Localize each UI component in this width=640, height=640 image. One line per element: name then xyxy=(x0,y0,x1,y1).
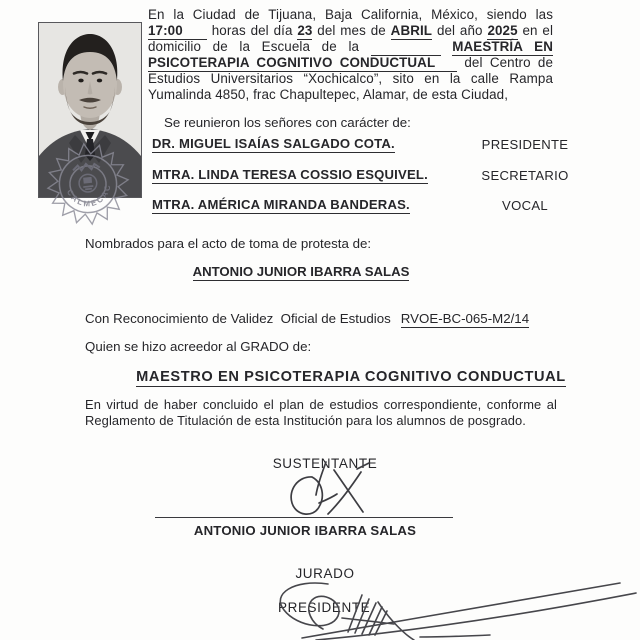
student-name-heading xyxy=(85,264,517,279)
jurado-label: JURADO xyxy=(295,566,355,581)
attendees-heading: Se reunieron los señores con carácter de: xyxy=(164,115,411,130)
attendee-name: MTRA. LINDA TERESA COSSIO ESQUIVEL. xyxy=(152,167,428,182)
sustentante-name: ANTONIO JUNIOR IBARRA SALAS xyxy=(193,523,417,538)
university-seal xyxy=(42,138,134,230)
presidente-signature-icon xyxy=(258,578,640,640)
intro-paragraph: En la Ciudad de Tijuana, Baja California, México, siendo las 17:00 horas del día 23 del mes de ABRIL del año 2025 en el domicilio de la Escuela de la MAESTRÍA EN PSICOTERAPIA COGNITIVO CONDUCTUAL del Centro de Estudios Universitarios “Xochicalco”, sito en la calle Rampa Yumalinda 4850, frac Chapultepec, Alamar, de esta Ciudad, xyxy=(148,7,554,103)
signature-rule xyxy=(155,517,453,518)
attendee-role: VOCAL xyxy=(502,198,548,213)
seal-ring-text: CALMECAC xyxy=(64,182,113,209)
degree-heading xyxy=(135,369,567,385)
rvoe-number: RVOE-BC-065-M2/14 xyxy=(400,311,530,326)
sustentante-signature-icon xyxy=(270,461,390,521)
presidente-label: PRESIDENTE xyxy=(278,600,371,615)
protest-intro: Nombrados para el acto de toma de protesta de: xyxy=(85,236,372,251)
closing-paragraph: En virtud de haber concluido el plan de estudios correspondiente, conforme al Reglamento de Titulación de esta Institución para los alumnos de posgrado. xyxy=(85,397,557,429)
attendee-name: MTRA. AMÉRICA MIRANDA BANDERAS. xyxy=(152,197,410,212)
attendee-name: DR. MIGUEL ISAÍAS SALGADO COTA. xyxy=(152,136,395,151)
sustentante-label: SUSTENTANTE xyxy=(272,456,378,471)
student-name-text: ANTONIO JUNIOR IBARRA SALAS xyxy=(192,264,410,279)
attendee-role: SECRETARIO xyxy=(481,168,569,183)
grade-intro: Quien se hizo acreedor al GRADO de: xyxy=(85,339,312,354)
rvoe-label: Con Reconocimiento de Validez Oficial de Estudios xyxy=(85,311,391,326)
rvoe-line xyxy=(85,311,529,326)
seal-star-icon xyxy=(42,138,134,230)
attendee-role: PRESIDENTE xyxy=(481,137,569,152)
degree-text: MAESTRO EN PSICOTERAPIA COGNITIVO CONDUCTUAL xyxy=(136,369,566,385)
